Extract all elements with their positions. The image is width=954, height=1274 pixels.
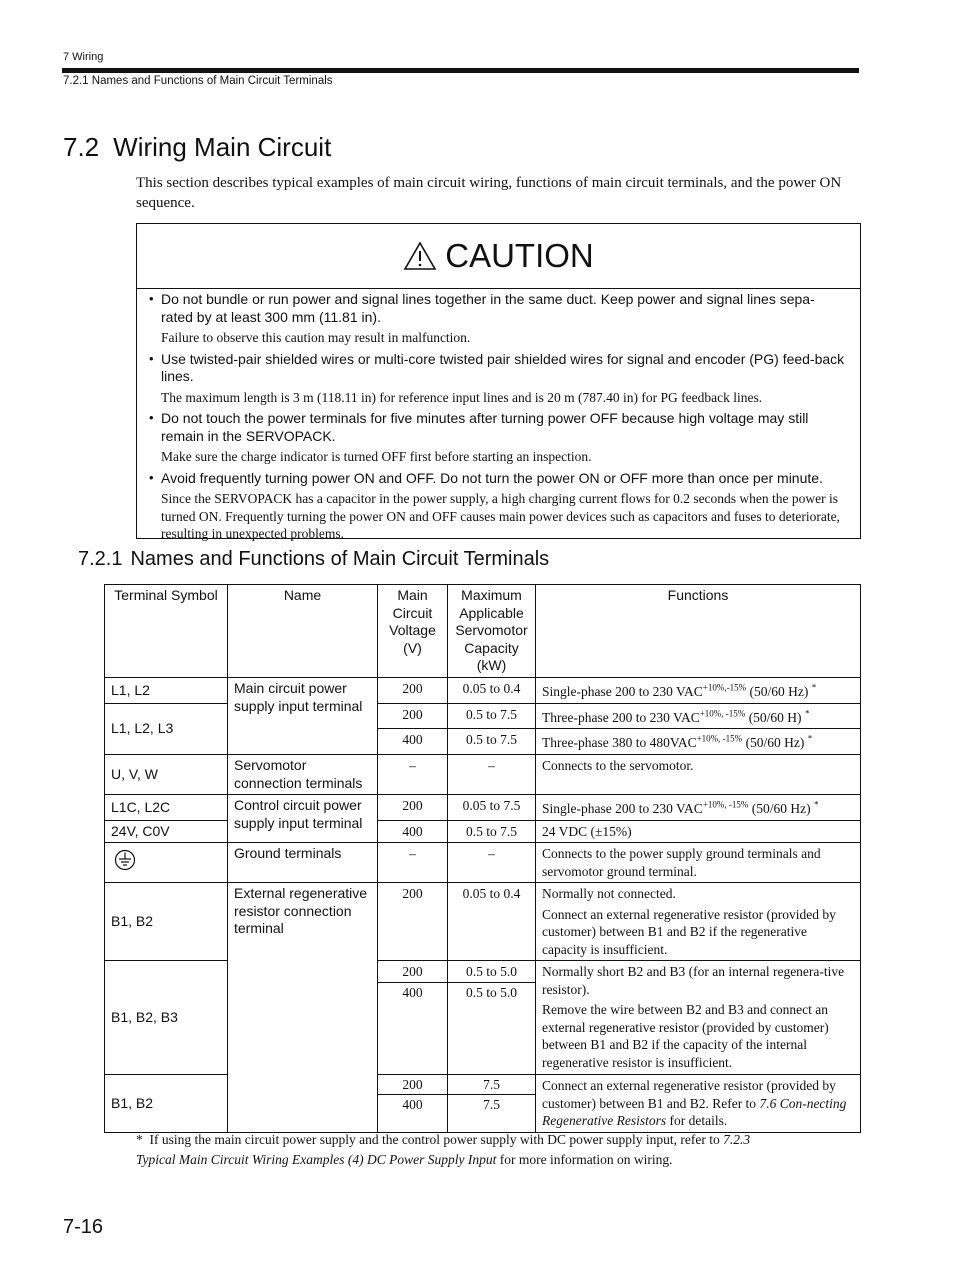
- cell-capacity: 0.05 to 0.4: [448, 883, 536, 961]
- footnote-mark: *: [807, 733, 813, 744]
- function-text: Single-phase 200 to 230 VAC: [542, 684, 703, 699]
- function-freq: (50/60 Hz): [748, 801, 814, 816]
- cell-capacity: 0.5 to 7.5: [448, 729, 536, 755]
- table-row: [105, 755, 861, 795]
- cross-reference: 7.6 Con-necting Regenerative Resistors: [542, 1095, 847, 1128]
- cell-symbol: L1, L2, L3: [105, 703, 228, 755]
- terminals-table: [104, 584, 861, 1133]
- caution-item-note: Since the SERVOPACK has a capacitor in the power supply, a high charging current flows for 0.2 seconds when the power is turned ON. Frequently turning the power ON and OFF causes main power devices such as capacitors and fuses to deteriorate, resulting in unexpected problems.: [161, 491, 840, 541]
- caution-item-text: Do not touch the power terminals for five minutes after turning power OFF because high voltage may still remain in the SERVOPACK.: [161, 410, 809, 444]
- cell-function: 24 VDC (±15%): [536, 820, 861, 843]
- subsection-text: Names and Functions of Main Circuit Terminals: [130, 548, 550, 570]
- cell-symbol: B1, B2, B3: [105, 961, 228, 1075]
- function-freq: (50/60 Hz): [746, 684, 812, 699]
- warning-triangle-icon: [403, 241, 437, 271]
- cell-capacity: 0.5 to 7.5: [448, 703, 536, 729]
- function-line: Remove the wire between B2 and B3 and connect an external regenerative resistor (provided by customer) between B1 and B2 if the capacity of the internal regenerative resistor is insufficient.: [542, 1002, 829, 1070]
- cell-symbol: 24V, C0V: [105, 820, 228, 843]
- cell-symbol: [105, 843, 228, 883]
- bullet-icon: •: [149, 410, 154, 425]
- caution-item: [149, 351, 846, 407]
- cell-name: External regenerative resistor connection terminal: [228, 883, 378, 1133]
- cell-function: [536, 729, 861, 755]
- capacity-value: 7.5: [483, 1097, 500, 1112]
- cell-voltage: 200: [378, 795, 448, 821]
- tolerance-sup: +10%, -15%: [699, 708, 746, 718]
- title-text: Wiring Main Circuit: [113, 132, 332, 162]
- function-line: Normally not connected.: [542, 886, 676, 901]
- header-terminal-symbol: Terminal Symbol: [105, 585, 228, 678]
- voltage-value: 400: [402, 985, 423, 1000]
- intro-paragraph: This section describes typical examples of main circuit wiring, functions of main circuit terminals, and the power ON sequence.: [136, 175, 842, 211]
- caution-item-note: The maximum length is 3 m (118.11 in) for reference input lines and is 20 m (787.40 in) for PG feedback lines.: [161, 389, 763, 405]
- footnote-reference: 7.2.3 Typical Main Circuit Wiring Examples (4) DC Power Supply Input: [136, 1132, 751, 1167]
- cell-symbol: U, V, W: [105, 755, 228, 795]
- table-row: [105, 1075, 861, 1133]
- title-number: 7.2: [63, 132, 100, 162]
- table-header-row: [105, 585, 861, 678]
- cell-symbol: L1C, L2C: [105, 795, 228, 821]
- tolerance-sup: +10%, -15%: [696, 733, 743, 744]
- cell-name: Ground terminals: [228, 843, 378, 883]
- header-rule: [62, 68, 859, 73]
- bullet-icon: •: [149, 291, 154, 306]
- cell-name: Main circuit power supply input terminal: [228, 678, 378, 755]
- cell-voltage: 200: [378, 678, 448, 704]
- caution-list: [137, 289, 860, 543]
- cell-capacity: –: [448, 843, 536, 883]
- caution-item-note: Make sure the charge indicator is turned OFF first before starting an inspection.: [161, 449, 592, 464]
- footnote: [136, 1130, 756, 1169]
- cell-voltage: –: [378, 843, 448, 883]
- table-row: [105, 820, 861, 843]
- ground-icon: [114, 849, 136, 871]
- table-row: [105, 678, 861, 704]
- caution-header: [137, 224, 860, 289]
- function-text-end: for details.: [666, 1113, 728, 1128]
- function-text: Three-phase 380 to 480VAC: [542, 735, 697, 750]
- caution-item: [149, 291, 846, 347]
- function-text: Connect an external regenerative resistor (provided by customer) between B1 and B2. Refer to: [542, 1078, 836, 1111]
- cell-symbol: B1, B2: [105, 1075, 228, 1133]
- cell-name: Control circuit power supply input terminal: [228, 795, 378, 843]
- cell-capacity: 0.5 to 7.5: [448, 820, 536, 843]
- header-capacity: Maximum Applicable Servomotor Capacity (kW): [448, 585, 536, 678]
- capacity-value: 0.5 to 5.0: [448, 961, 535, 983]
- caution-item: [149, 410, 846, 466]
- header-voltage: Main Circuit Voltage (V): [378, 585, 448, 678]
- function-line: Connect an external regenerative resistor (provided by customer) between B1 and B2 if the regenerative capacity is insufficient.: [542, 906, 836, 957]
- table-row: [105, 883, 861, 961]
- footnote-mark: *: [811, 682, 817, 693]
- subsection-title: [78, 548, 549, 571]
- function-line: Normally short B2 and B3 (for an internal regenera-tive resistor).: [542, 964, 845, 997]
- tolerance-sup: +10%, -15%: [702, 799, 749, 810]
- function-text: Single-phase 200 to 230 VAC: [542, 801, 703, 816]
- footnote-mark: *: [813, 799, 819, 810]
- cell-symbol: B1, B2: [105, 883, 228, 961]
- cell-function: [536, 961, 861, 1075]
- header-chapter: 7 Wiring: [63, 51, 104, 63]
- cell-function: [536, 678, 861, 704]
- page-title: [63, 132, 331, 163]
- page-number: 7-16: [63, 1216, 104, 1238]
- capacity-value: 0.5 to 5.0: [465, 985, 517, 1000]
- table-row: [105, 961, 861, 1075]
- cell-capacity: [448, 1075, 536, 1133]
- voltage-value: 400: [402, 1097, 423, 1112]
- subsection-number: 7.2.1: [78, 548, 123, 570]
- cell-voltage: 400: [378, 820, 448, 843]
- cell-capacity: 0.05 to 7.5: [448, 795, 536, 821]
- caution-box: [136, 223, 861, 539]
- caution-item-text: Use twisted-pair shielded wires or multi-core twisted pair shielded wires for signal and encoder (PG) feed-back lines.: [161, 350, 845, 384]
- table-row: [105, 843, 861, 883]
- header-name: Name: [228, 585, 378, 678]
- cell-function: Connects to the servomotor.: [536, 755, 861, 795]
- cell-function: [536, 795, 861, 821]
- footnote-mark: *: [804, 708, 810, 718]
- cell-capacity: [448, 961, 536, 1075]
- bullet-icon: •: [149, 350, 154, 366]
- bullet-icon: •: [149, 469, 154, 485]
- caution-item-note: Failure to observe this caution may result in malfunction.: [161, 330, 471, 345]
- cell-voltage: –: [378, 755, 448, 795]
- cell-function: [536, 703, 861, 729]
- header-section: 7.2.1 Names and Functions of Main Circuit Terminals: [63, 75, 333, 87]
- cell-function: Connects to the power supply ground terminals and servomotor ground terminal.: [536, 843, 861, 883]
- function-freq: (50/60 Hz): [742, 735, 808, 750]
- caution-item: [149, 470, 846, 543]
- cell-function: [536, 883, 861, 961]
- cell-voltage: 400: [378, 729, 448, 755]
- footnote-star: *: [136, 1132, 143, 1147]
- caution-label: CAUTION: [445, 237, 594, 274]
- footnote-text: If using the main circuit power supply and the control power supply with DC power supply input, refer to: [149, 1132, 724, 1147]
- cell-capacity: 0.05 to 0.4: [448, 678, 536, 704]
- cell-voltage: [378, 961, 448, 1075]
- table-row: [105, 703, 861, 729]
- function-text: Three-phase 200 to 230 VAC: [542, 709, 700, 725]
- cell-symbol: L1, L2: [105, 678, 228, 704]
- footnote-text-end: for more information on wiring.: [496, 1151, 673, 1167]
- table-row: [105, 795, 861, 821]
- caution-item-text: Avoid frequently turning power ON and OFF. Do not turn the power ON or OFF more than once per minute.: [161, 469, 823, 486]
- voltage-value: 200: [378, 961, 447, 983]
- header-functions: Functions: [536, 585, 861, 678]
- cell-function: [536, 1075, 861, 1133]
- tolerance-sup: +10%,-15%: [702, 682, 747, 693]
- cell-capacity: –: [448, 755, 536, 795]
- cell-voltage: 200: [378, 703, 448, 729]
- cell-voltage: [378, 1075, 448, 1133]
- caution-item-text: Do not bundle or run power and signal lines together in the same duct. Keep power and signal lines sepa-rated by at least 300 mm (11.81 in).: [161, 291, 815, 325]
- capacity-value: 7.5: [448, 1075, 535, 1095]
- function-freq: (50/60 H): [745, 709, 805, 725]
- cell-name: Servomotor connection terminals: [228, 755, 378, 795]
- cell-voltage: 200: [378, 883, 448, 961]
- voltage-value: 200: [378, 1075, 447, 1095]
